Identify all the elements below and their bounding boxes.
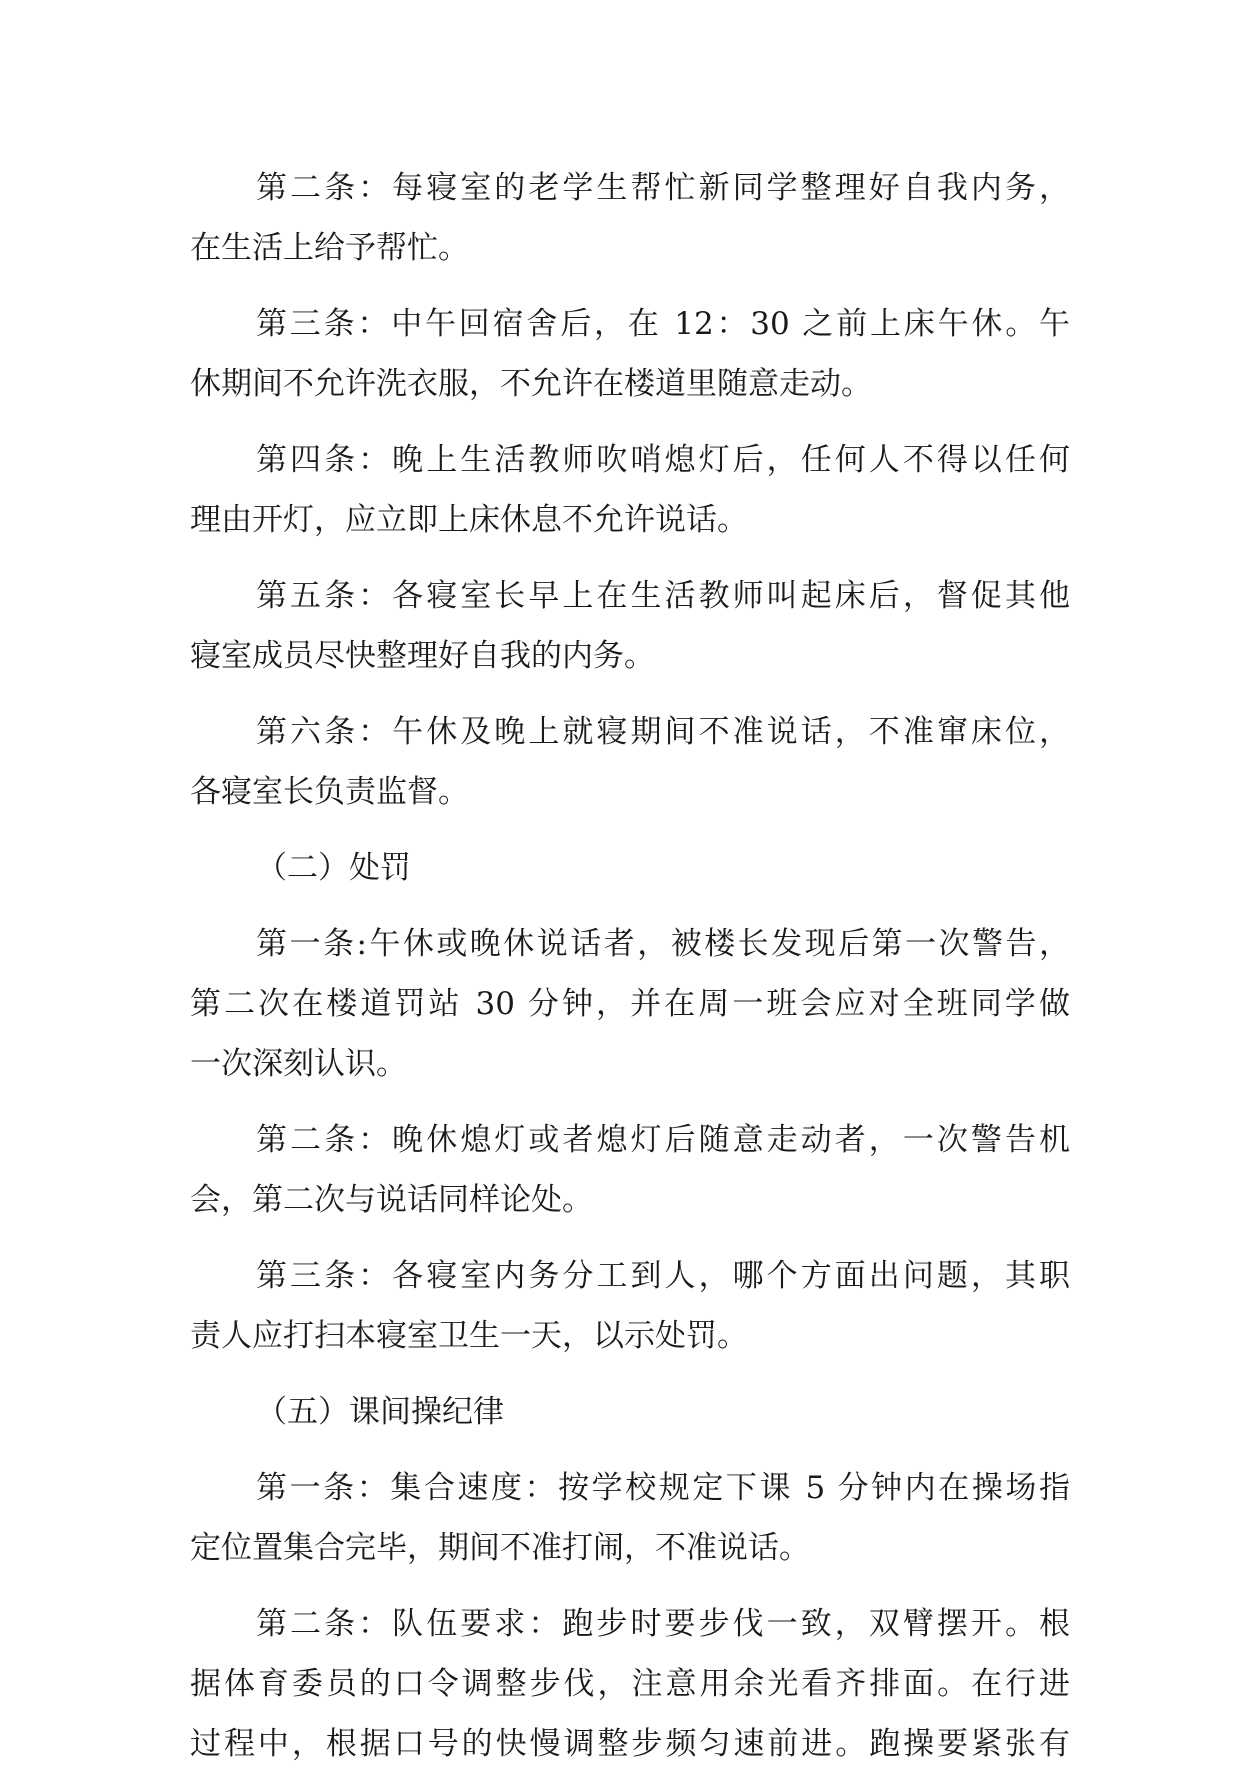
text-line: 各寝室长负责监督。 xyxy=(190,774,469,810)
text-line: 一次深刻认识。 xyxy=(190,1046,407,1082)
section-heading: （五）课间操纪律 xyxy=(256,1394,504,1430)
text-line: 休期间不允许洗衣服，不允许在楼道里随意走动。 xyxy=(190,366,872,402)
text-line: 第二次在楼道罚站 30 分钟，并在周一班会应对全班同学做 xyxy=(190,986,1070,1022)
text-line: 第一条:午休或晚休说话者，被楼长发现后第一次警告， xyxy=(256,926,1070,962)
text-line: 据体育委员的口令调整步伐，注意用余光看齐排面。在行进 xyxy=(190,1666,1070,1702)
text-line: 第二条：队伍要求：跑步时要步伐一致，双臂摆开。根 xyxy=(256,1606,1070,1642)
text-line: 第三条：中午回宿舍后，在 12：30 之前上床午休。午 xyxy=(256,306,1070,342)
text-line: 第六条：午休及晚上就寝期间不准说话，不准窜床位， xyxy=(256,714,1070,750)
text-line: 在生活上给予帮忙。 xyxy=(190,230,469,266)
text-line: 第二条：晚休熄灯或者熄灯后随意走动者，一次警告机 xyxy=(256,1122,1070,1158)
text-line: 第三条：各寝室内务分工到人，哪个方面出问题，其职 xyxy=(256,1258,1070,1294)
text-line: 责人应打扫本寝室卫生一天，以示处罚。 xyxy=(190,1318,748,1354)
text-line: 理由开灯，应立即上床休息不允许说话。 xyxy=(190,502,748,538)
document-body xyxy=(190,158,1070,1774)
text-line: 寝室成员尽快整理好自我的内务。 xyxy=(190,638,655,674)
text-line: 第五条：各寝室长早上在生活教师叫起床后，督促其他 xyxy=(256,578,1070,614)
text-line: 定位置集合完毕，期间不准打闹，不准说话。 xyxy=(190,1530,810,1566)
text-line: 过程中，根据口号的快慢调整步频匀速前进。跑操要紧张有 xyxy=(190,1726,1070,1762)
section-heading: （二）处罚 xyxy=(256,850,411,886)
text-line: 第四条：晚上生活教师吹哨熄灯后，任何人不得以任何 xyxy=(256,442,1070,478)
text-line: 第二条：每寝室的老学生帮忙新同学整理好自我内务， xyxy=(256,170,1070,206)
text-line: 会，第二次与说话同样论处。 xyxy=(190,1182,593,1218)
text-line: 第一条：集合速度：按学校规定下课 5 分钟内在操场指 xyxy=(256,1470,1070,1506)
